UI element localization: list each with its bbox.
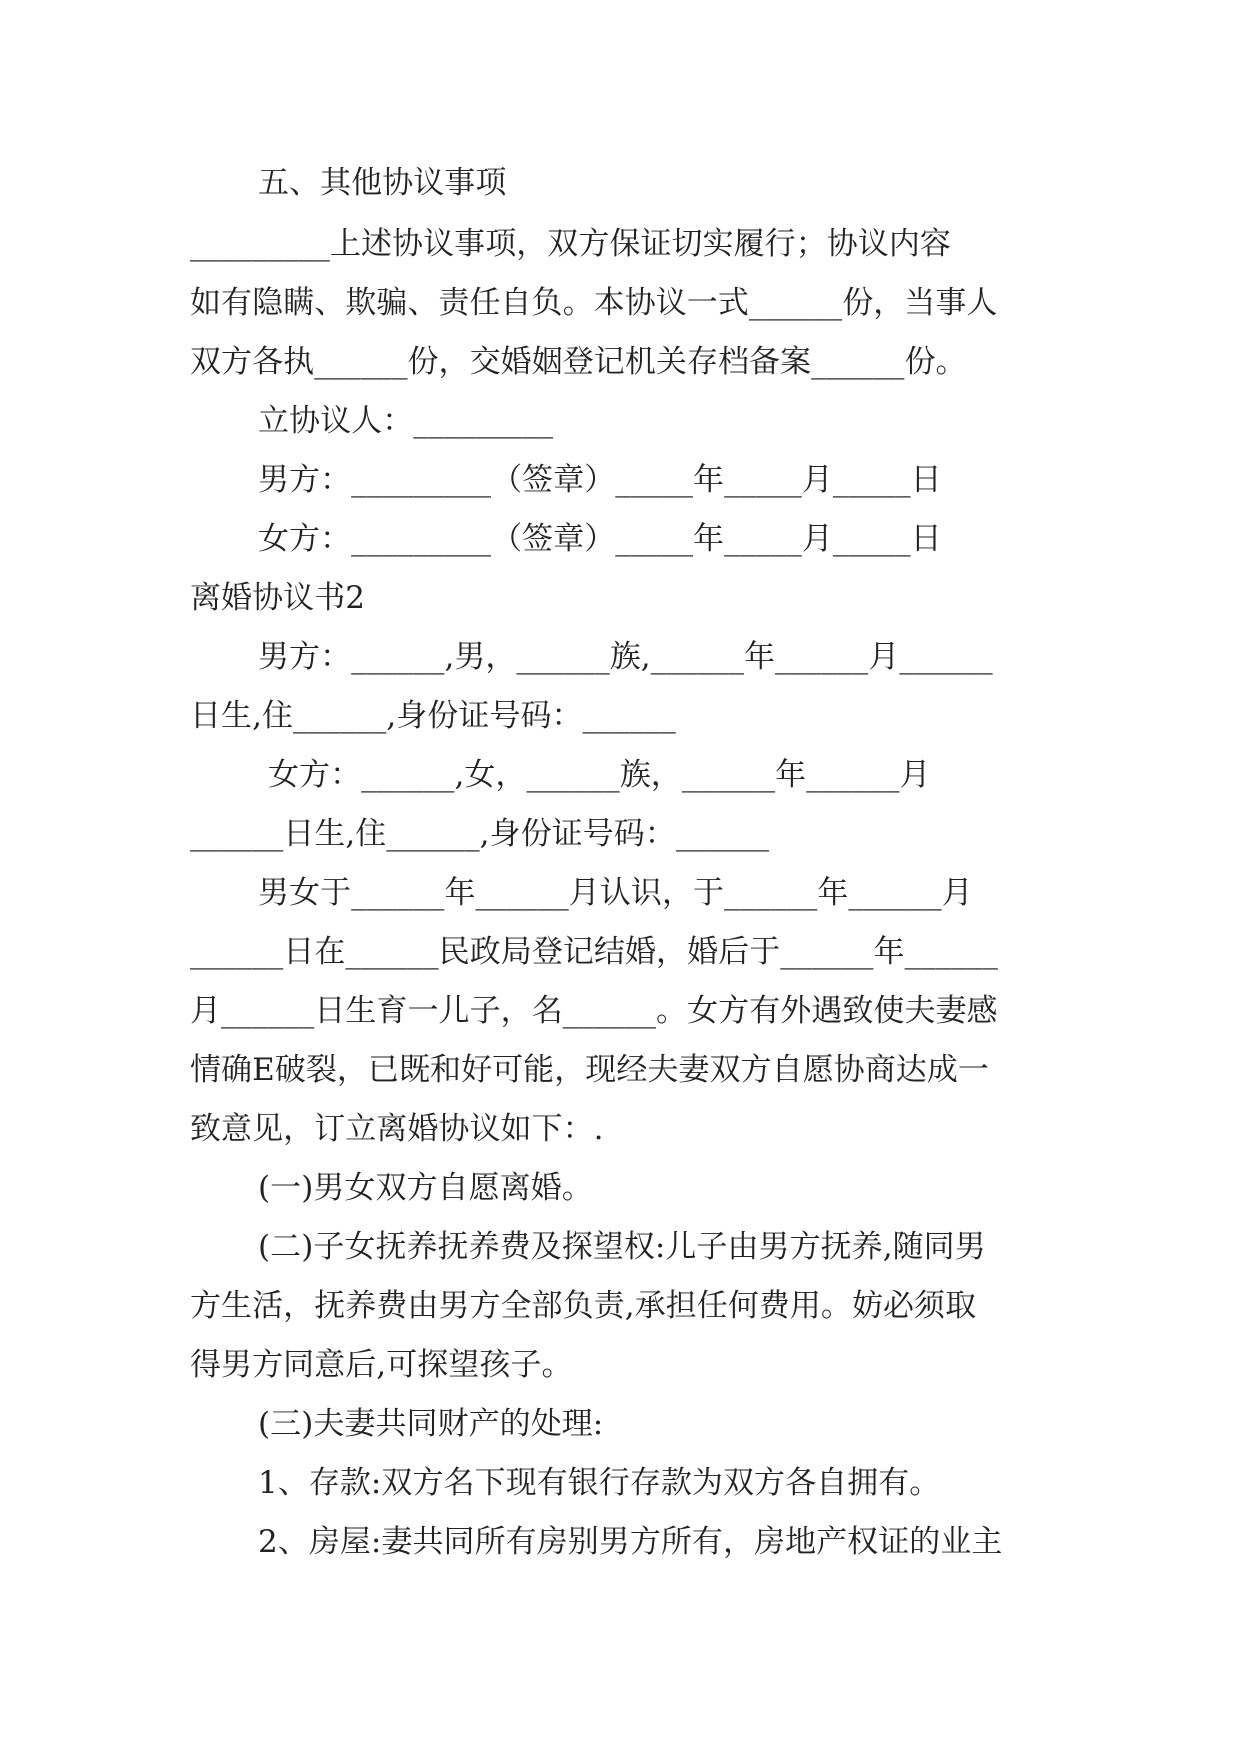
paragraph-line: _________上述协议事项，双方保证切实履行；协议内容 [190, 226, 951, 262]
clause-line: (三)夫妻共同财产的处理: [258, 1406, 604, 1442]
paragraph-line: 情确E破裂，已既和好可能，现经夫妻双方自愿协商达成一 [190, 1052, 989, 1088]
clause-line: (一)男女双方自愿离婚。 [258, 1170, 593, 1206]
clause-line: 得男方同意后,可探望孩子。 [190, 1347, 573, 1383]
paragraph-line: 如有隐瞒、欺骗、责任自负。本协议一式______份，当事人 [190, 285, 998, 321]
paragraph-line: 男女于______年______月认识，于______年______月 [258, 875, 973, 911]
female-info-line: ______日生,住______,身份证号码：______ [190, 816, 770, 852]
female-info-line: 女方：______,女，______族，______年______月 [268, 757, 931, 793]
clause-line: 方生活，抚养费由男方全部负责,承担任何费用。妨必须取 [190, 1288, 977, 1324]
paragraph-line: 双方各执______份，交婚姻登记机关存档备案______份。 [190, 344, 967, 380]
male-info-line: 男方：______,男，______族,______年______月______ [258, 639, 993, 675]
paragraph-line: 月______日生育一儿子，名______。女方有外遇致使夫妻感 [190, 993, 998, 1029]
clause-line: (二)子女抚养抚养费及探望权:儿子由男方抚养,随同男 [258, 1229, 986, 1265]
signatory-line: 立协议人：_________ [258, 403, 554, 439]
section-heading-other-matters: 五、其他协议事项 [258, 165, 507, 201]
paragraph-line: 致意见，订立离婚协议如下：. [190, 1111, 604, 1147]
clause-line: 2、房屋:妻共同所有房别男方所有，房地产权证的业主 [258, 1524, 1003, 1560]
clause-line: 1、存款:双方名下现有银行存款为双方各自拥有。 [258, 1465, 941, 1501]
document-title: 离婚协议书2 [190, 580, 366, 616]
male-info-line: 日生,住______,身份证号码：______ [190, 698, 676, 734]
male-signature-line: 男方：_________（签章）_____年_____月_____日 [258, 462, 942, 498]
female-signature-line: 女方：_________（签章）_____年_____月_____日 [258, 521, 942, 557]
paragraph-line: ______日在______民政局登记结婚，婚后于______年______ [190, 934, 998, 970]
